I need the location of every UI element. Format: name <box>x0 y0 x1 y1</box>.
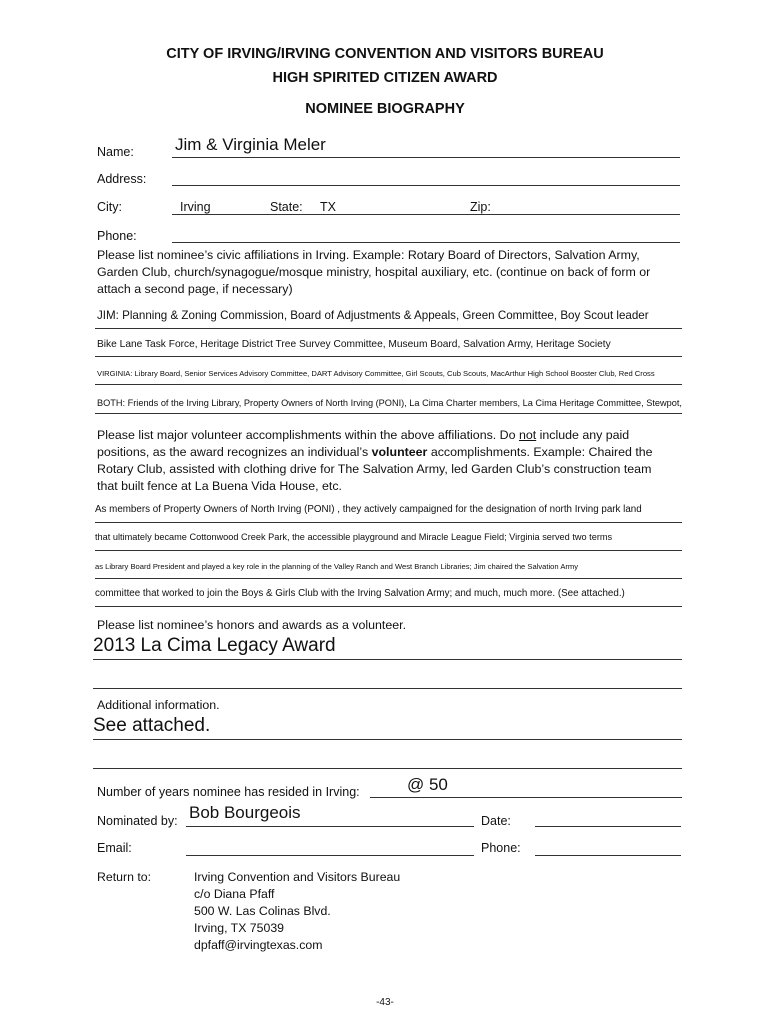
form-subtitle: NOMINEE BIOGRAPHY <box>305 101 465 117</box>
affiliation-line-3[interactable]: VIRGINIA: Library Board, Senior Services Advisory Committee, DART Advisory Committee, Girl Scouts, Cub Scouts, MacArthur High School Booster Club, Red Cross <box>97 369 655 378</box>
volunteer-rule-4 <box>95 606 682 607</box>
address-label: Address: <box>97 172 147 186</box>
city-line <box>172 214 680 215</box>
return-address-line-3: 500 W. Las Colinas Blvd. <box>194 904 331 918</box>
phone-line <box>172 242 680 243</box>
volunteer-line-2[interactable]: that ultimately became Cottonwood Creek Park, the accessible playground and Miracle League Field; Virginia served two terms <box>95 532 613 542</box>
additional-rule-1 <box>93 739 682 740</box>
affiliation-rule-4 <box>95 413 682 414</box>
volunteer-prompt-emphasis: volunteer <box>371 445 428 459</box>
volunteer-prompt-part-2: include any paid positions, as the award recognizes an individual’s <box>97 428 630 459</box>
nominated-by-field[interactable]: Bob Bourgeois <box>189 803 301 822</box>
volunteer-rule-2 <box>95 550 682 551</box>
city-label: City: <box>97 200 122 214</box>
volunteer-prompt <box>97 427 672 495</box>
email-line <box>186 855 474 856</box>
name-field[interactable]: Jim & Virginia Meler <box>175 135 326 154</box>
additional-field[interactable]: See attached. <box>93 715 211 736</box>
volunteer-rule-1 <box>95 522 682 523</box>
return-address-line-2: c/o Diana Pfaff <box>194 887 275 901</box>
honors-rule-2 <box>93 688 682 689</box>
return-email-link[interactable]: dpfaff@irvingtexas.com <box>194 938 323 952</box>
return-address-line-1: Irving Convention and Visitors Bureau <box>194 870 401 884</box>
state-label: State: <box>270 200 303 214</box>
zip-label: Zip: <box>470 200 491 214</box>
address-line <box>172 185 680 186</box>
email-label: Email: <box>97 841 132 855</box>
affiliations-prompt: Please list nominee’s civic affiliations in Irving. Example: Rotary Board of Directors, Salvation Army, Garden Club, church/synagogue/mosque ministry, hospital auxiliary, etc. (continue on back of form or attach a second page, if necessary) <box>97 248 651 296</box>
affiliation-rule-1 <box>95 328 682 329</box>
return-address-line-4: Irving, TX 75039 <box>194 921 285 935</box>
name-label: Name: <box>97 145 134 159</box>
volunteer-line-1[interactable]: As members of Property Owners of North Irving (PONI) , they actively campaigned for the designation of north Irving park land <box>95 504 642 515</box>
volunteer-prompt-part-1: Please list major volunteer accomplishments within the above affiliations. Do <box>97 428 519 442</box>
residence-field[interactable]: @ 50 <box>407 775 448 794</box>
residence-label: Number of years nominee has resided in Irving: <box>97 785 360 799</box>
volunteer-prompt-part-3: accomplishments. Example: Chaired the Rotary Club, assisted with clothing drive for The Salvation Army, led Garden Club’s construction team that built fence at La Buena Vida House, etc. <box>97 445 653 493</box>
nominator-phone-label: Phone: <box>481 841 521 855</box>
honors-rule-1 <box>93 659 682 660</box>
nominated-by-line <box>186 826 474 827</box>
volunteer-prompt-not: not <box>518 428 537 442</box>
city-field[interactable]: Irving <box>180 200 211 214</box>
page-number: -43- <box>376 997 394 1008</box>
form-title-line-1: CITY OF IRVING/IRVING CONVENTION AND VISITORS BUREAU <box>166 46 604 62</box>
volunteer-rule-3 <box>95 578 682 579</box>
state-field[interactable]: TX <box>320 200 336 214</box>
name-line <box>172 157 680 158</box>
additional-rule-2 <box>93 768 682 769</box>
volunteer-line-3[interactable]: as Library Board President and played a key role in the planning of the Valley Ranch and West Branch Libraries; Jim chaired the Salvation Army <box>95 562 579 571</box>
residence-line <box>370 797 682 798</box>
volunteer-line-4[interactable]: committee that worked to join the Boys & Girls Club with the Irving Salvation Army; and much, much more. (See attached.) <box>95 588 625 599</box>
affiliation-line-2[interactable]: Bike Lane Task Force, Heritage District Tree Survey Committee, Museum Board, Salvation Army, Heritage Society <box>97 339 611 350</box>
date-line <box>535 826 681 827</box>
nominated-by-label: Nominated by: <box>97 814 178 828</box>
affiliation-rule-3 <box>95 384 682 385</box>
phone-label: Phone: <box>97 229 137 243</box>
affiliation-line-1[interactable]: JIM: Planning & Zoning Commission, Board of Adjustments & Appeals, Green Committee, Boy Scout leader <box>97 309 649 322</box>
honors-field[interactable]: 2013 La Cima Legacy Award <box>93 635 336 656</box>
affiliation-rule-2 <box>95 356 682 357</box>
date-label: Date: <box>481 814 511 828</box>
honors-prompt: Please list nominee’s honors and awards as a volunteer. <box>97 618 407 632</box>
affiliation-line-4[interactable]: BOTH: Friends of the Irving Library, Property Owners of North Irving (PONI), La Cima Charter members, La Cima Heritage Committee, Stewpot, <box>97 398 682 408</box>
form-title-line-2: HIGH SPIRITED CITIZEN AWARD <box>272 70 498 86</box>
additional-prompt: Additional information. <box>97 698 220 712</box>
return-to-label: Return to: <box>97 870 151 884</box>
nominator-phone-line <box>535 855 681 856</box>
